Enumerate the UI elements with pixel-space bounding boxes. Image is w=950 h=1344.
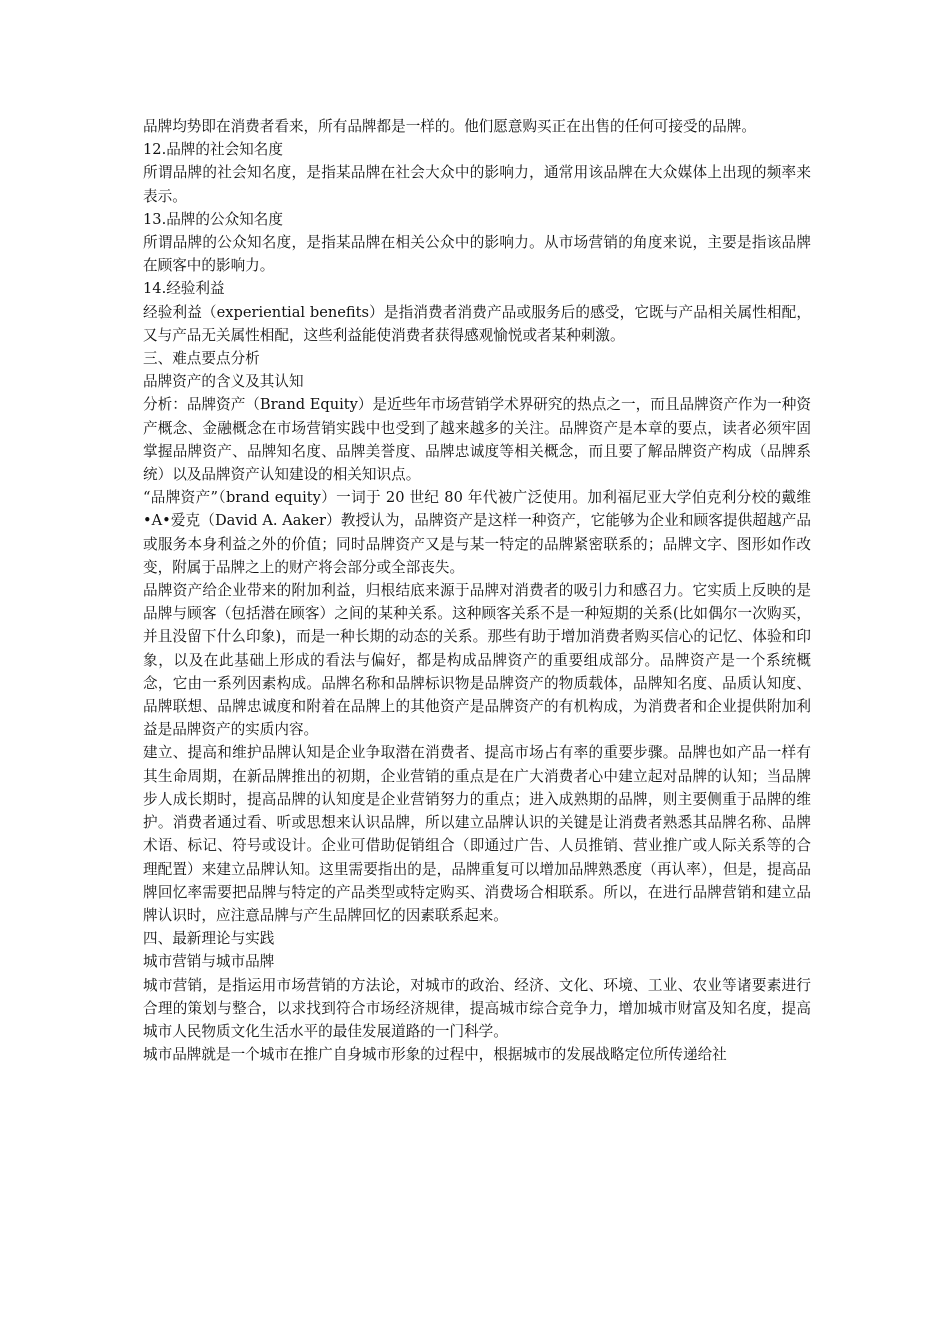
heading-12-social-awareness: 12.品牌的社会知名度 xyxy=(143,141,283,159)
paragraph-brand-parity: 品牌均势即在消费者看来，所有品牌都是一样的。他们愿意购买正在出售的任何可接受的品牌。 xyxy=(143,118,756,135)
heading-13-public-awareness: 13.品牌的公众知名度 xyxy=(143,210,283,228)
subheading-brand-equity: 品牌资产的含义及其认知 xyxy=(143,373,304,391)
subheading-city-marketing: 城市营销与城市品牌 xyxy=(143,953,275,971)
section-heading-3: 三、难点要点分析 xyxy=(143,350,260,368)
heading-14-experiential-benefits: 14.经验利益 xyxy=(143,280,225,298)
paragraph-city-marketing: 城市营销，是指运用市场营销的方法论，对城市的政治、经济、文化、环境、工业、农业等诸要素进行合理的策划与整合，以求找到符合市场经济规律，提高城市综合竞争力，增加城市财富及知名度，提高城市人民物质文化生活水平的最佳发展道路的一门科学。 xyxy=(143,976,811,1040)
paragraph-brand-equity-origin: “品牌资产”（brand equity）一词于 20 世纪 80 年代被广泛使用。加利福尼亚大学伯克利分校的戴维•A•爱克（David A. Aaker）教授认为，品牌资产是这样一种资产，它能够为企业和顾客提供超越产品或服务本身利益之外的价值；同时品牌资产又是与某一特定的品牌紧密联系的；品牌文字、图形如作改变，附属于品牌之上的财产将会部分或全部丧失。 xyxy=(143,489,811,576)
paragraph-brand-equity-benefits: 品牌资产给企业带来的附加利益，归根结底来源于品牌对消费者的吸引力和感召力。它实质上反映的是品牌与顾客（包括潜在顾客）之间的某种关系。这种顾客关系不是一种短期的关系(比如偶尔一次购买，并且没留下什么印象)，而是一种长期的动态的关系。那些有助于增加消费者购买信心的记忆、体验和印象，以及在此基础上形成的看法与偏好，都是构成品牌资产的重要组成部分。品牌资产是一个系统概念，它由一系列因素构成。品牌名称和品牌标识物是品牌资产的物质载体，品牌知名度、品质认知度、品牌联想、品牌忠诚度和附着在品牌上的其他资产是品牌资产的有机构成，为消费者和企业提供附加利益是品牌资产的实质内容。 xyxy=(143,582,811,739)
paragraph-public-awareness: 所谓品牌的公众知名度，是指某品牌在相关公众中的影响力。从市场营销的角度来说，主要是指该品牌在顾客中的影响力。 xyxy=(143,234,811,275)
paragraph-social-awareness: 所谓品牌的社会知名度，是指某品牌在社会大众中的影响力，通常用该品牌在大众媒体上出现的频率来表示。 xyxy=(143,164,811,205)
paragraph-analysis: 分析：品牌资产（Brand Equity）是近些年市场营销学术界研究的热点之一，而且品牌资产作为一种资产概念、金融概念在市场营销实践中也受到了越来越多的关注。品牌资产是本章的要点，读者必须牢固掌握品牌资产、品牌知名度、品牌美誉度、品牌忠诚度等相关概念，而且要了解品牌资产构成（品牌系统）以及品牌资产认知建设的相关知识点。 xyxy=(143,396,811,484)
paragraph-brand-awareness: 建立、提高和维护品牌认知是企业争取潜在消费者、提高市场占有率的重要步骤。品牌也如产品一样有其生命周期，在新品牌推出的初期，企业营销的重点是在广大消费者心中建立起对品牌的认知；当品牌步人成长期时，提高品牌的认知度是企业营销努力的重点；进入成熟期的品牌，则主要侧重于品牌的维护。消费者通过看、听或思想来认识品牌，所以建立品牌认识的关键是让消费者熟悉其品牌名称、品牌术语、标记、符号或设计。企业可借助促销组合（即通过广告、人员推销、营业推广或人际关系等的合理配置）来建立品牌认知。这里需要指出的是，品牌重复可以增加品牌熟悉度（再认率），但是，提高品牌回忆率需要把品牌与特定的产品类型或特定购买、消费场合相联系。所以，在进行品牌营销和建立品牌认识时，应注意品牌与产生品牌回忆的因素联系起来。 xyxy=(143,744,811,924)
paragraph-city-brand: 城市品牌就是一个城市在推广自身城市形象的过程中，根据城市的发展战略定位所传递给社 xyxy=(143,1046,727,1064)
document-page xyxy=(143,115,811,1066)
section-heading-4: 四、最新理论与实践 xyxy=(143,930,275,948)
paragraph-experiential-benefits: 经验利益（experiential benefits）是指消费者消费产品或服务后的感受，它既与产品相关属性相配，又与产品无关属性相配，这些利益能使消费者获得感观愉悦或者某种刺激。 xyxy=(143,303,811,344)
